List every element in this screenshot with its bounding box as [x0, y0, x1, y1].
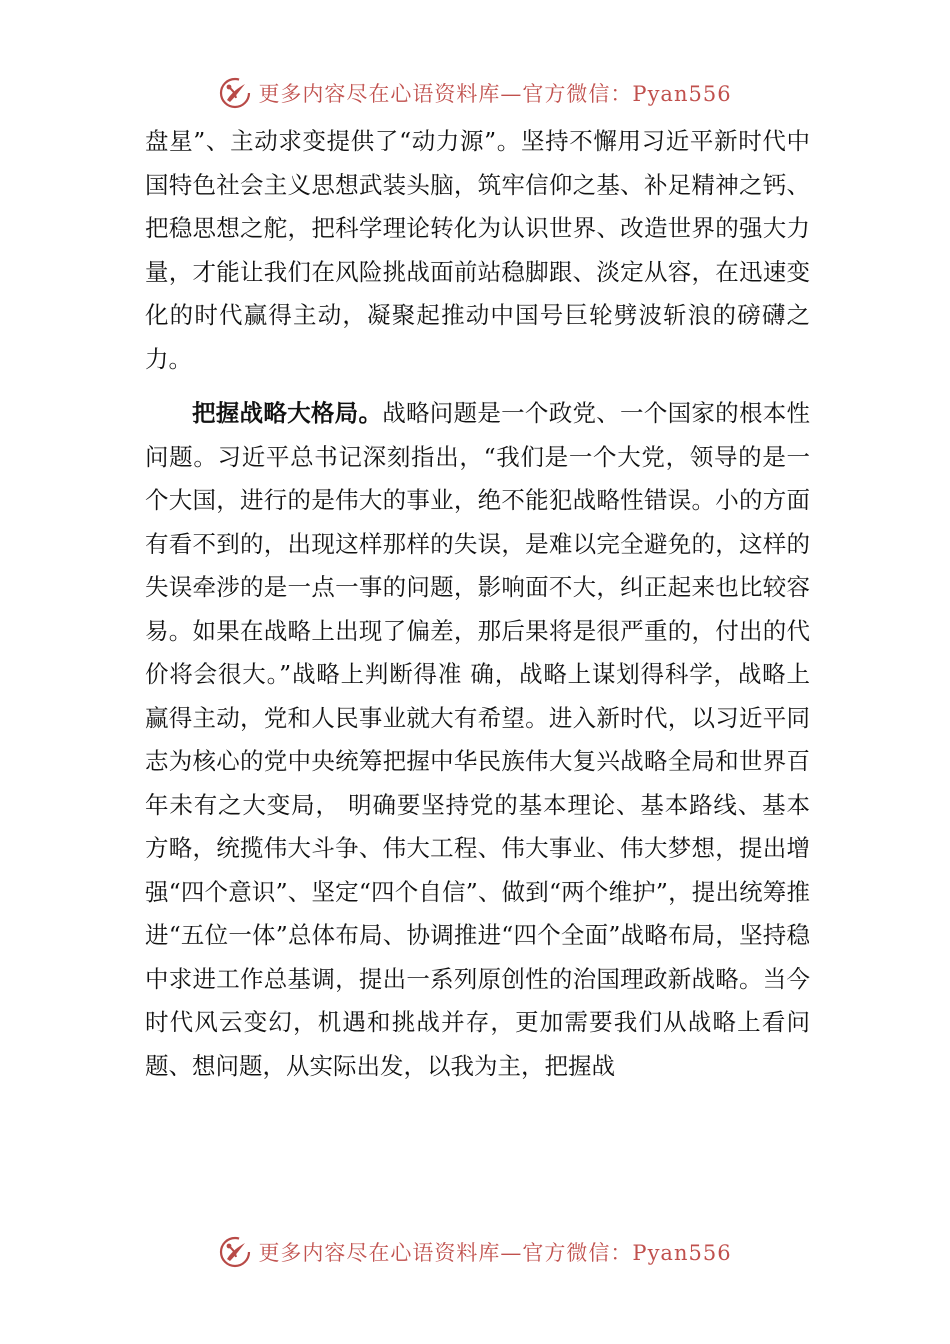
paragraph [145, 392, 810, 1088]
leaf-swirl-logo-icon [218, 1235, 252, 1269]
paragraph: 盘星”、主动求变提供了“动力源”。坚持不懈用习近平新时代中国特色社会主义思想武装头脑，筑牢信仰之基、补足精神之钙、把稳思想之舵，把科学理论转化为认识世界、改造世界的强大力量，才能让我们在风险挑战面前站稳脚跟、淡定从容，在迅速变化的时代赢得主动，凝聚起推动中国号巨轮劈波斩浪的磅礴之力。 [145, 127, 810, 373]
leaf-swirl-logo-icon [218, 76, 252, 110]
paragraph-text: 战略问题是一个政党、一个国家的根本性问题。习近平总书记深刻指出，“我们是一个大党，领导的是一个大国，进行的是伟大的事业，绝不能犯战略性错误。小的方面有看不到的，出现这样那样的失误，是难以完全避免的，这样的失误牵涉的是一点一事的问题，影响面不大，纠正起来也比较容易。如果在战略上出现了偏差，那后果将是很严重的，付出的代价将会很大。”战略上判断得准 确，战略上谋划得科学，战略上赢得主动，党和人民事业就大有希望。进入新时代，以习近平同志为核心的党中央统筹把握中华民族伟大复兴战略全局和世界百年未有之大变局， 明确要坚持党的基本理论、基本路线、基本方略，统揽伟大斗争、伟大工程、伟大事业、伟大梦想，提出增强“四个意识”、坚定“四个自信”、做到“两个维护”，提出统筹推进“五位一体”总体布局、协调推进“四个全面”战略布局，坚持稳中求进工作总基调，提出一系列原创性的治国理政新战略。当今时代风云变幻，机遇和挑战并存，更加需要我们从战略上看问题、想问题，从实际出发，以我为主，把握战 [145, 399, 811, 1080]
footer-banner [0, 1232, 950, 1272]
banner-text: 更多内容尽在心语资料库—官方微信：Pyan556 [258, 1241, 732, 1265]
document-body [145, 120, 810, 1088]
section-lead-heading: 把握战略大格局。 [192, 399, 383, 427]
header-banner [0, 73, 950, 113]
banner-text: 更多内容尽在心语资料库—官方微信：Pyan556 [258, 82, 732, 106]
